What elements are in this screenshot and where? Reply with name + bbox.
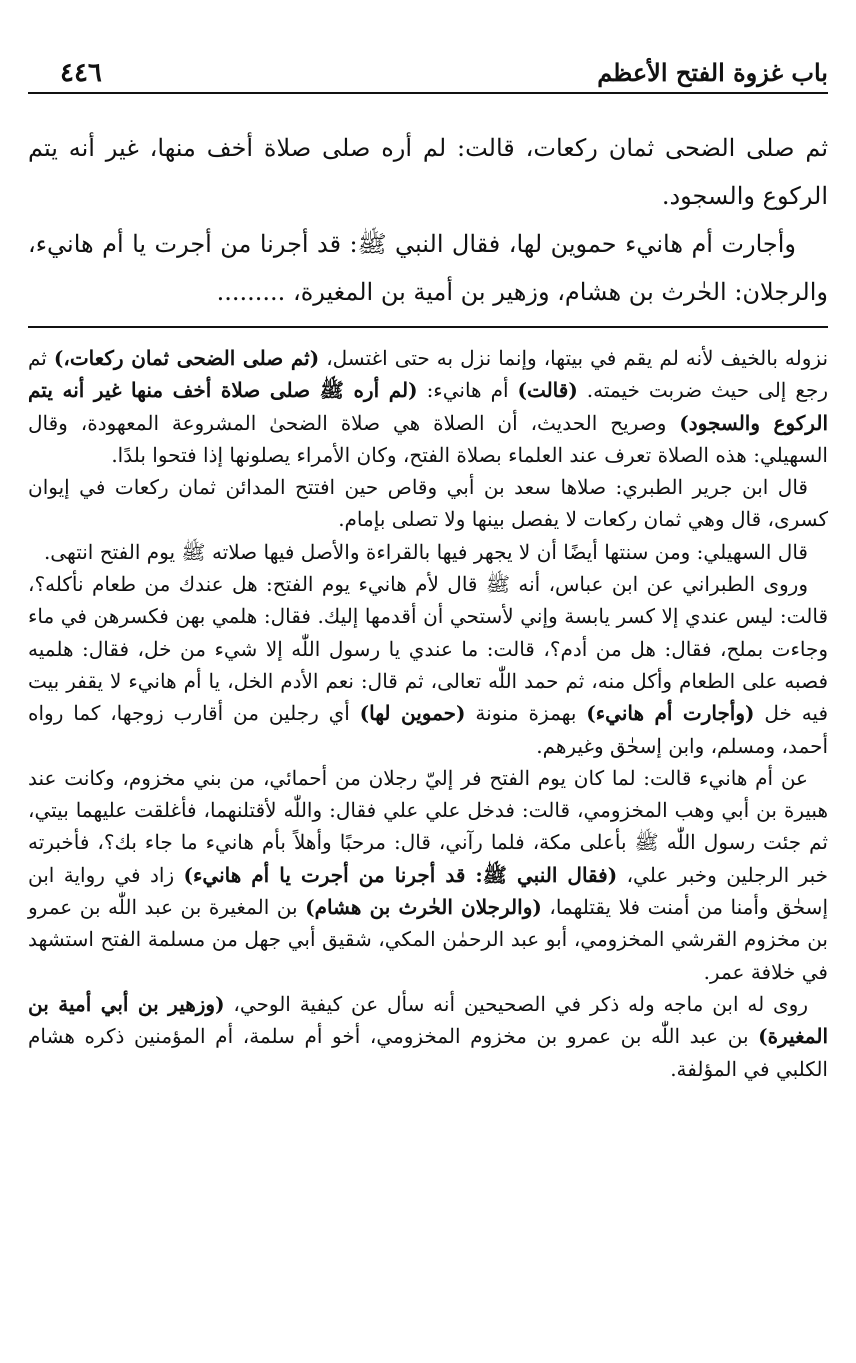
quoted-matn: (والرجلان الحٰرث بن هشام)	[305, 895, 542, 920]
ellipsis-dots: .........	[216, 278, 286, 306]
chapter-title: باب غزوة الفتح الأعظم	[597, 58, 828, 87]
main-text-line: ثم صلى الضحى ثمان ركعات، قالت: لم أره صلى صلاة أخف منها، غير أنه يتم الركوع والسجود.	[28, 134, 828, 210]
commentary-text: بن عبد اللّٰه بن عمرو بن مخزوم المخزومي، أخو أم سلمة، أم المؤمنين ذكره هشام الكلبي في المؤلفة.	[28, 1024, 828, 1081]
commentary-text: عن أم هانيء قالت: لما كان يوم الفتح فر إليّ رجلان من أحمائي، من بني مخزوم، وكانت عند هبيرة بن أبي وهب المخزومي، قالت: فدخل علي علي فقال: واللّٰه لأقتلنهما، فأغلقت عليهما بيتي، ثم جئت رسول اللّٰه ﷺ بأعلى مكة، فلما رآني، قال: مرحبًا وأهلاً بأم هانيء ما جاء بك؟، فأخبرته خبر الرجلين وخبر علي،	[28, 765, 828, 887]
main-text-paragraph	[28, 220, 828, 316]
commentary-text: قال السهيلي: ومن سنتها أيضًا أن لا يجهر فيها بالقراءة والأصل فيها صلاته ﷺ يوم الفتح انتهى.	[43, 539, 808, 564]
quoted-matn: (فقال النبي ﷺ: قد أجرنا من أجرت يا أم هانيء)	[183, 862, 618, 887]
commentary-text: قال ابن جرير الطبري: صلاها سعد بن أبي وقاص حين افتتح المدائن ثمان ركعات في إيوان كسرى، قال وهي ثمان ركعات لا يفصل بينها ولا تصلى بإمام.	[28, 475, 828, 532]
commentary-paragraph	[28, 471, 828, 536]
main-text-line: وأجارت أم هانيء حموين لها، فقال النبي ﷺ: قد أجرنا من أجرت يا أم هانيء، والرجلان: الحٰرث بن هشام، وزهير بن أمية بن المغيرة،	[28, 230, 828, 306]
main-text-paragraph	[28, 124, 828, 220]
quoted-matn: (حموين لها)	[359, 701, 466, 726]
section-divider	[28, 326, 828, 328]
commentary-paragraph	[28, 568, 828, 762]
commentary-text: أم هانيء:	[417, 378, 518, 403]
quoted-matn: (قالت)	[517, 378, 578, 403]
commentary-paragraph	[28, 762, 828, 988]
commentary-text: بهمزة منونة	[465, 701, 587, 726]
commentary-text: أي رجلين من أقارب زوجها، كما رواه أحمد، ومسلم، وابن إسحٰق وغيرهم.	[28, 701, 828, 758]
quoted-matn: (لم أره ﷺ صلى صلاة أخف منها غير أنه يتم الركوع والسجود)	[28, 378, 828, 435]
quoted-matn: (ثم صلى الضحى ثمان ركعات،)	[53, 346, 320, 370]
commentary-paragraph	[28, 988, 828, 1085]
commentary-text: ثم رجع إلى حيث ضربت خيمته.	[28, 346, 828, 403]
commentary	[28, 342, 828, 1085]
page-header	[28, 44, 828, 94]
quoted-matn: (وأجارت أم هانيء)	[586, 701, 755, 726]
commentary-paragraph	[28, 342, 828, 471]
commentary-text: وصريح الحديث، أن الصلاة هي صلاة الضحىٰ المشروعة المعهودة، وقال السهيلي: هذه الصلاة تعرف عند العلماء بصلاة الفتح، وكان الأمراء يصلونها إذا فتحوا بلدًا.	[28, 410, 828, 467]
quoted-matn: (وزهير بن أبي أمية بن المغيرة)	[28, 991, 828, 1049]
commentary-text: زاد في رواية ابن إسحٰق وأمنا من أمنت فلا يقتلهما،	[28, 862, 828, 920]
page-number: ٤٤٦	[60, 58, 102, 88]
commentary-text: بن المغيرة بن عبد اللّٰه بن عمرو بن مخزوم القرشي المخزومي، أبو عبد الرحمٰن المكي، شقيق أبي جهل من مسلمة الفتح استشهد في خلافة عمر.	[28, 895, 828, 984]
commentary-text: وروى الطبراني عن ابن عباس، أنه ﷺ قال لأم هانيء يوم الفتح: هل عندك من طعام نأكله؟، قالت: ليس عندي إلا كسر يابسة وإني لأستحي أن أقدمها إليك. فقال: هلمي بهن فكسرهن في ماء وجاءت بملح، فقال: هل من أدم؟، قالت: ما عندي يا رسول اللّٰه إلا شيء من خل، فقال: هلميه فصبه على الطعام وأكل منه، ثم حمد اللّٰه تعالى، ثم قال: نعم الأدم الخل، يا أم هانيء لا يقفر بيت فيه خل	[28, 572, 829, 726]
main-text	[28, 124, 828, 316]
commentary-paragraph	[28, 536, 828, 568]
commentary-text: روى له ابن ماجه وله ذكر في الصحيحين أنه سأل عن كيفية الوحي،	[224, 991, 808, 1016]
commentary-text: نزوله بالخيف لأنه لم يقم في بيتها، وإنما نزل به حتى اغتسل،	[319, 346, 829, 370]
